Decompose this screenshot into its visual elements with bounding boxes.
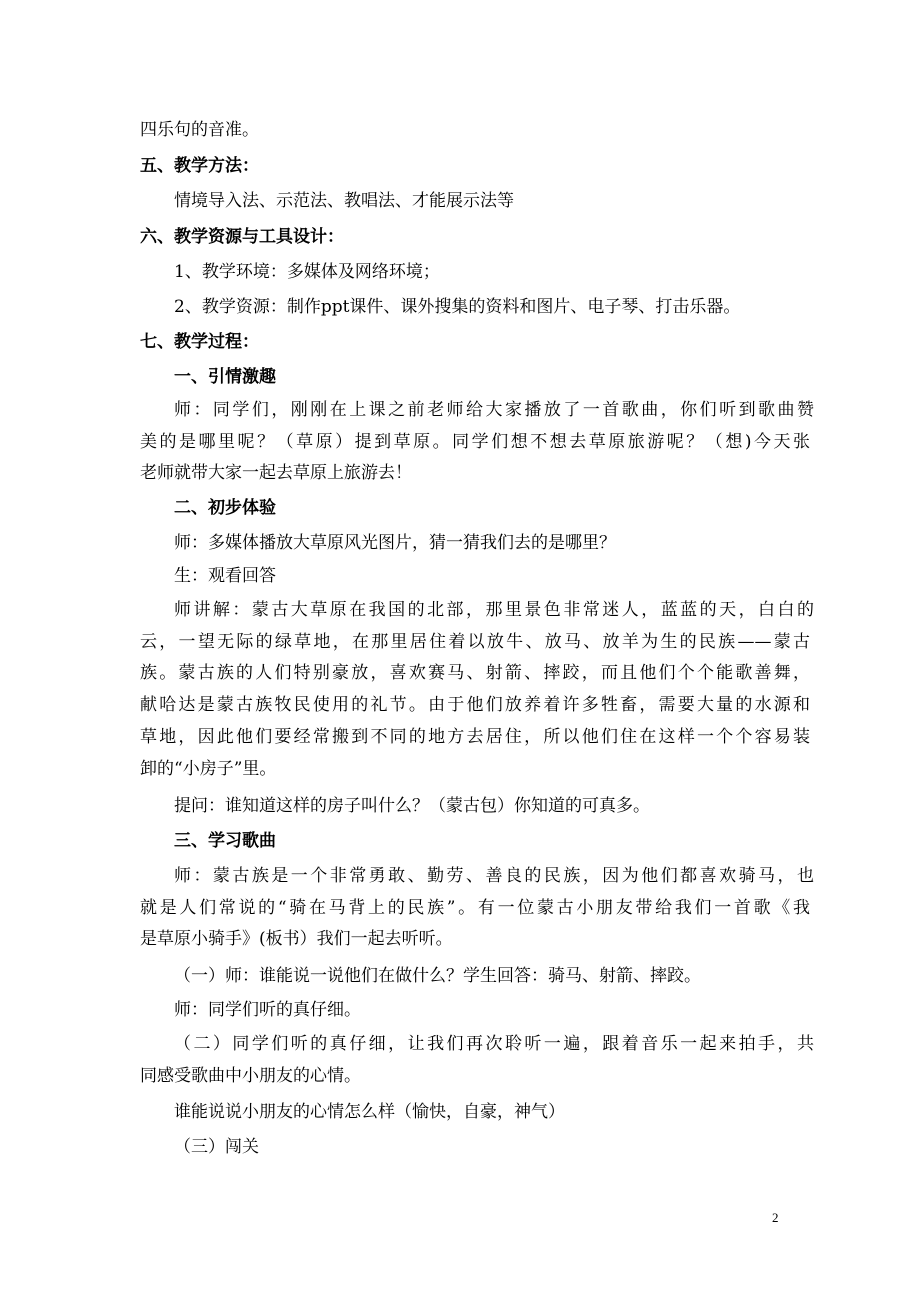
body-text-line: 师：多媒体播放大草原风光图片，猜一猜我们去的是哪里？ <box>174 533 616 553</box>
body-text-line: 是草原小骑手》(板书）我们一起去听听。 <box>140 929 453 949</box>
body-text-line: 师讲解：蒙古大草原在我国的北部，那里景色非常迷人，蓝蓝的天，白白的 <box>174 600 814 620</box>
body-text-line: 1、教学环境：多媒体及网络环境； <box>174 262 440 282</box>
body-text-line: 同感受歌曲中小朋友的心情。 <box>140 1066 361 1086</box>
page-number: 2 <box>772 1210 779 1225</box>
section-heading-teaching-methods: 五、教学方法： <box>140 156 259 176</box>
subsection-heading-introduction: 一、引情激趣 <box>174 367 276 387</box>
body-text-line: 生：观看回答 <box>174 566 276 586</box>
body-text-line: 老师就带大家一起去草原上旅游去！ <box>140 463 412 483</box>
subsection-heading-initial-experience: 二、初步体验 <box>174 498 276 518</box>
body-text-line: 卸的“小房子”里。 <box>140 759 277 779</box>
body-text-line: 四乐句的音准。 <box>140 120 259 140</box>
body-text-line: （一）师：谁能说一说他们在做什么？学生回答：骑马、射箭、摔跤。 <box>174 966 701 986</box>
body-text-line: 谁能说说小朋友的心情怎么样（愉快，自豪，神气） <box>174 1102 565 1122</box>
body-text-line: 草地，因此他们要经常搬到不同的地方去居住，所以他们住在这样一个个容易装 <box>140 727 810 747</box>
body-text-line: 就是人们常说的“骑在马背上的民族”。有一位蒙古小朋友带给我们一首歌《我 <box>140 898 810 918</box>
body-text-line: 云，一望无际的绿草地，在那里居住着以放牛、放马、放羊为生的民族——蒙古 <box>140 632 810 652</box>
section-heading-teaching-process: 七、教学过程： <box>140 332 259 352</box>
body-text-line: 献哈达是蒙古族牧民使用的礼节。由于他们放养着许多牲畜，需要大量的水源和 <box>140 695 810 715</box>
body-text-line: 情境导入法、示范法、教唱法、才能展示法等 <box>174 191 514 211</box>
body-text-line: （三）闯关 <box>174 1137 259 1157</box>
body-text-line: 师：同学们听的真仔细。 <box>174 1000 361 1020</box>
body-text-line: 2、教学资源：制作ppt课件、课外搜集的资料和图片、电子琴、打击乐器。 <box>174 297 741 317</box>
subsection-heading-learn-song: 三、学习歌曲 <box>174 831 276 851</box>
body-text-line: 师：蒙古族是一个非常勇敢、勤劳、善良的民族，因为他们都喜欢骑马，也 <box>174 866 814 886</box>
section-heading-teaching-resources: 六、教学资源与工具设计： <box>140 227 344 247</box>
body-text-line: 美的是哪里呢？（草原）提到草原。同学们想不想去草原旅游呢？（想)今天张 <box>140 432 810 452</box>
body-text-line: 族。蒙古族的人们特别豪放，喜欢赛马、射箭、摔跤，而且他们个个能歌善舞， <box>140 663 810 683</box>
body-text-line: （二）同学们听的真仔细，让我们再次聆听一遍，跟着音乐一起来拍手，共 <box>174 1034 814 1054</box>
body-text-line: 师：同学们，刚刚在上课之前老师给大家播放了一首歌曲，你们听到歌曲赞 <box>174 400 814 420</box>
body-text-line: 提问：谁知道这样的房子叫什么？（蒙古包）你知道的可真多。 <box>174 796 650 816</box>
